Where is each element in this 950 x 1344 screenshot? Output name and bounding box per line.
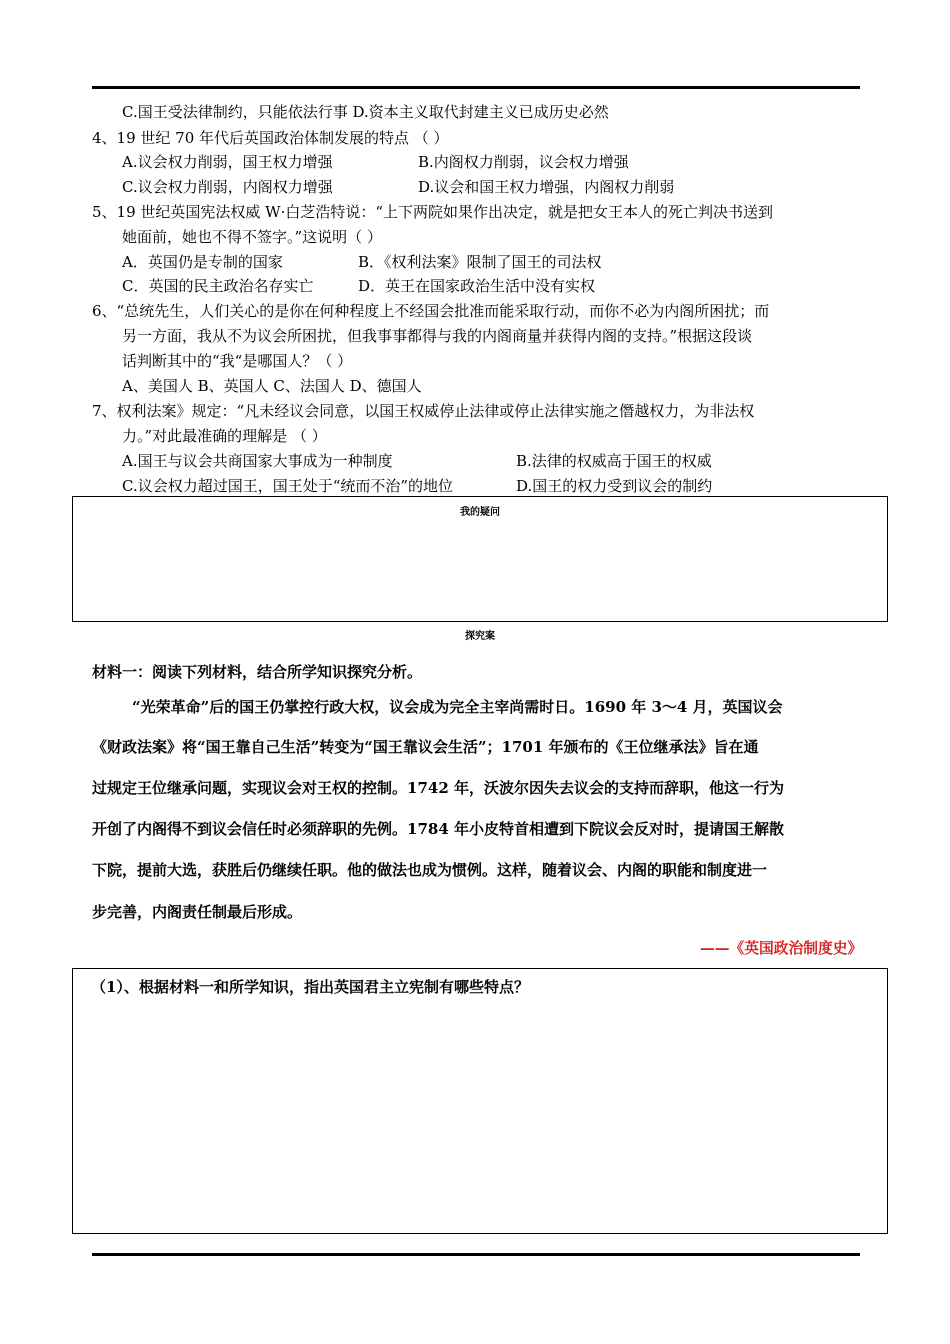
top-rule [92, 86, 860, 89]
material-heading: 材料一：阅读下列材料，结合所学知识探究分析。 [92, 663, 423, 681]
explore-title: 探究案 [465, 631, 495, 642]
q5-option-d: D．英王在国家政治生活中没有实权 [358, 277, 596, 295]
q6-stem-line3: 话判断其中的“我“是哪国人？（ ） [122, 352, 353, 370]
q4-stem: 4、19 世纪 70 年代后英国政治体制发展的特点 （ ） [92, 129, 449, 147]
q7-option-d: D.国王的权力受到议会的制约 [516, 477, 713, 495]
answer-box[interactable] [72, 968, 888, 1234]
q5-stem-line1: 5、19 世纪英国宪法权威 W·白芝浩特说：“上下两院如果作出决定，就是把女王本人的死亡判决书送到 [92, 203, 774, 221]
material-line-4: 开创了内阁得不到议会信任时必须辞职的先例。1784 年小皮特首相遭到下院议会反对时，提请国王解散 [92, 820, 784, 838]
q5-option-c: C．英国的民主政治名存实亡 [122, 277, 314, 295]
material-line-6: 步完善，内阁责任制最后形成。 [92, 903, 303, 921]
q4-option-a: A.议会权力削弱，国王权力增强 [122, 153, 333, 171]
material-line-3: 过规定王位继承问题，实现议会对王权的控制。1742 年，沃波尔因失去议会的支持而辞职，他这一行为 [92, 779, 784, 797]
q4-option-b: B.内阁权力削弱，议会权力增强 [418, 153, 629, 171]
material-line-1: “光荣革命”后的国王仍掌控行政大权，议会成为完全主宰尚需时日。1690 年 3～4 月，英国议会 [132, 698, 783, 716]
q7-option-a: A.国王与议会共商国家大事成为一种制度 [122, 452, 393, 470]
material-source: ——《英国政治制度史》 [700, 940, 863, 957]
q6-stem-line2: 另一方面，我从不为议会所困扰，但我事事都得与我的内阁商量并获得内阁的支持。”根据这段谈 [122, 327, 753, 345]
q6-stem-line1: 6、“总统先生，人们关心的是你在何种程度上不经国会批准而能采取行动，而你不必为内阁所困扰；而 [92, 302, 770, 320]
q7-option-b: B.法律的权威高于国王的权威 [516, 452, 712, 470]
q5-option-a: A．英国仍是专制的国家 [122, 253, 283, 271]
material-line-5: 下院，提前大选，获胜后仍继续任职。他的做法也成为惯例。这样，随着议会、内阁的职能和制度进一 [92, 861, 768, 879]
q5-option-b: B．《权利法案》限制了国王的司法权 [358, 253, 602, 271]
material-line-2: 《财政法案》将“国王靠自己生活”转变为“国王靠议会生活”；1701 年颁布的《王位继承法》旨在通 [92, 738, 759, 756]
q3-options-cd: C.国王受法律制约，只能依法行事 D.资本主义取代封建主义已成历史必然 [122, 103, 609, 121]
my-questions-title: 我的疑问 [460, 507, 500, 518]
q4-option-d: D.议会和国王权力增强，内阁权力削弱 [418, 178, 675, 196]
q4-option-c: C.议会权力削弱，内阁权力增强 [122, 178, 333, 196]
q7-stem-line2: 力。”对此最准确的理解是 （ ） [122, 427, 327, 445]
q7-stem-line1: 7、权利法案》规定：“凡未经议会同意，以国王权威停止法律或停止法律实施之僭越权力，为非法权 [92, 402, 755, 420]
my-questions-box[interactable] [72, 496, 888, 622]
answer-question: （1）、根据材料一和所学知识，指出英国君主立宪制有哪些特点？ [91, 978, 529, 996]
q5-stem-line2: 她面前，她也不得不签字。”这说明（ ） [122, 228, 382, 246]
q6-options: A、美国人 B、英国人 C、法国人 D、德国人 [122, 377, 422, 395]
bottom-rule [92, 1253, 860, 1256]
q7-option-c: C.议会权力超过国王，国王处于“统而不治”的地位 [122, 477, 454, 495]
